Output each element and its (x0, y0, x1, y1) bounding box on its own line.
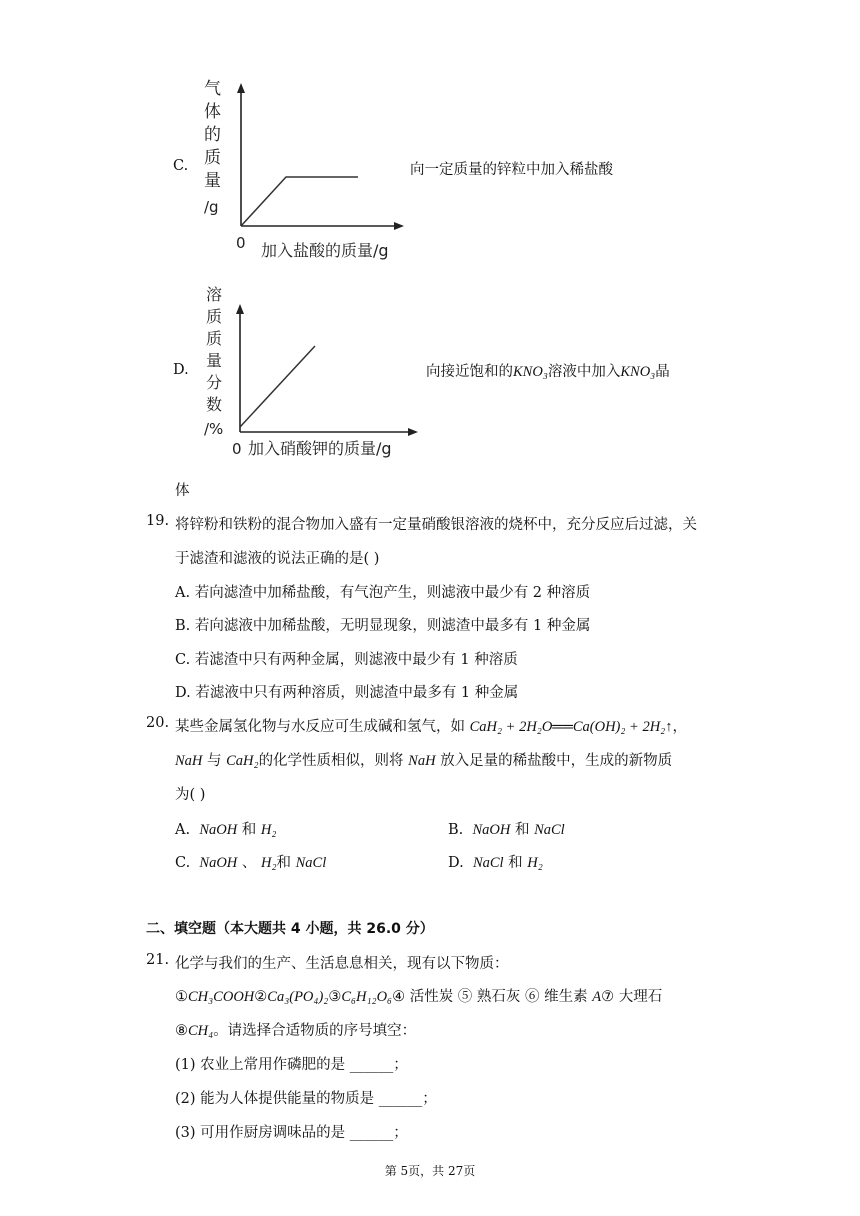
option-text: 若向滤渣中加稀盐酸，有气泡产生，则滤液中最少有 2 种溶质 (194, 585, 591, 601)
option-d-y-char: 质 (206, 329, 223, 348)
q21-substance-text: ④ 活性炭 ⑤ 熟石灰 ⑥ 维生素 (392, 989, 588, 1005)
option-letter: C. (175, 652, 191, 668)
option-d-letter: D. (173, 362, 189, 378)
q19-option-b[interactable] (175, 614, 590, 635)
q20-stem-line3: 为( ) (175, 787, 206, 803)
option-c-x-arrow (394, 222, 404, 230)
option-d-y-arrow (236, 304, 244, 314)
option-c-y-char: 量 (204, 171, 221, 191)
option-c-description: 向一定质量的锌粒中加入稀盐酸 (410, 162, 613, 178)
q19-stem-line2: 于滤渣和滤液的说法正确的是( ) (175, 551, 380, 567)
q21-marker: ① (175, 989, 188, 1005)
q21-sub-1[interactable]: (1) 农业上常用作磷肥的是 ______； (175, 1057, 408, 1073)
option-c-y-char: 体 (204, 102, 221, 122)
option-formula: NaCl (534, 822, 565, 838)
option-formula: H₂ (261, 855, 277, 871)
option-formula: H₂ (260, 822, 277, 838)
q19-option-c[interactable] (175, 648, 518, 669)
q20-option-c[interactable] (175, 851, 326, 872)
q20-stem-text: 放入足量的稀盐酸中，生成的新物质 (440, 753, 673, 769)
option-c-letter: C. (173, 158, 189, 174)
option-joiner: 和 (514, 822, 530, 838)
option-d-desc-prefix: 向接近饱和的 (426, 364, 513, 380)
option-letter: D. (175, 685, 191, 701)
option-d-x-arrow (408, 428, 418, 436)
q20-option-a[interactable] (175, 818, 276, 839)
q20-formula-cah2: CaH₂ (226, 753, 259, 769)
q21-formula: CH₃COOH (188, 989, 255, 1005)
option-c-y-axis-label (204, 79, 221, 216)
option-text: 若向滤液中加稀盐酸，无明显现象，则滤渣中最多有 1 种金属 (194, 618, 591, 634)
option-joiner: 、 (241, 855, 257, 871)
option-text: 若滤液中只有两种溶质，则滤渣中最多有 1 种金属 (195, 685, 519, 701)
section-heading: 二、填空题（本大题共 4 小题，共 26.0 分） (146, 921, 434, 937)
q21-substance-list-cont (175, 1019, 416, 1040)
option-joiner: 和 (276, 855, 292, 871)
option-letter: D. (448, 855, 464, 871)
q20-stem-text: 与 (207, 753, 222, 769)
option-c-y-arrow (237, 83, 245, 93)
option-c-y-char: 气 (204, 79, 221, 99)
q21-instruction: 。请选择合适物质的序号填空： (213, 1023, 417, 1039)
option-d-y-char: 分 (206, 373, 223, 392)
q21-substance-text: ⑦ 大理石 (601, 989, 663, 1005)
q21-formula: C₆H₁₂O₆ (341, 989, 393, 1005)
option-c-origin: 0 (236, 234, 246, 252)
option-text: 若滤渣中只有两种金属，则滤液中最少有 1 种溶质 (194, 652, 518, 668)
q20-stem-text: 某些金属氢化物与水反应可生成碱和氢气，如 (175, 719, 465, 735)
option-d-y-char: 质 (206, 307, 223, 326)
q20-formula-nah: NaH (175, 753, 203, 769)
option-c-y-char: /g (204, 198, 219, 216)
option-letter: B. (175, 618, 191, 634)
option-d-desc-wrap: 体 (175, 483, 190, 499)
q20-equation: CaH₂ + 2H₂O══Ca(OH)₂ + 2H₂↑ (469, 719, 673, 735)
option-d-curve (240, 346, 315, 427)
q20-stem-line1 (175, 715, 687, 736)
q21-sub-3[interactable]: (3) 可用作厨房调味品的是 ______； (175, 1125, 408, 1141)
q20-option-b[interactable] (448, 818, 565, 839)
q21-stem-line1: 化学与我们的生产、生活息息相关，现有以下物质： (175, 956, 509, 972)
q19-stem-line1: 将锌粉和铁粉的混合物加入盛有一定量硝酸银溶液的烧杯中，充分反应后过滤，关 (175, 517, 697, 533)
option-c-y-char: 质 (204, 148, 221, 168)
q21-marker: ⑧ (175, 1023, 188, 1039)
q21-formula: CH₄ (188, 1023, 214, 1039)
q20-stem-text: 的化学性质相似，则将 (258, 753, 404, 769)
option-d-formula-b: KNO₃ (620, 364, 656, 380)
option-joiner: 和 (241, 822, 257, 838)
option-d-origin: 0 (232, 440, 242, 458)
option-d-description (426, 360, 670, 381)
option-d-y-char: 数 (206, 395, 223, 414)
option-letter: C. (175, 855, 191, 871)
q21-formula: A (592, 989, 602, 1005)
q21-substance-list (175, 985, 662, 1006)
option-formula: H₂ (527, 855, 543, 871)
option-d-graph (198, 282, 426, 466)
option-d-x-axis-label: 加入硝酸钾的质量/g (248, 439, 392, 458)
option-c-graph (198, 74, 413, 266)
q21-marker: ② (254, 989, 268, 1005)
option-d-formula-a: KNO₃ (513, 364, 548, 380)
option-letter: A. (175, 822, 191, 838)
page-footer: 第 5页，共 27页 (384, 1164, 476, 1178)
option-d-y-axis-label (204, 285, 223, 438)
option-d-y-char: /% (204, 420, 224, 438)
option-c-curve (241, 177, 358, 226)
option-formula: NaOH (199, 855, 238, 871)
q20-stem-line2 (175, 749, 672, 770)
q21-number: 21. (146, 952, 170, 968)
q20-number: 20. (146, 715, 170, 731)
option-d-desc-middle: 溶液中加入 (547, 364, 621, 380)
q19-number: 19. (146, 513, 170, 529)
option-d-y-char: 量 (206, 351, 223, 370)
option-c-y-char: 的 (204, 125, 221, 145)
q21-sub-2[interactable]: (2) 能为人体提供能量的物质是 ______； (175, 1091, 437, 1107)
q19-option-a[interactable] (175, 581, 590, 602)
q20-formula-nah: NaH (408, 753, 436, 769)
q20-option-d[interactable] (448, 851, 543, 872)
option-formula: NaCl (295, 855, 327, 871)
option-d-y-char: 溶 (206, 285, 223, 304)
option-formula: NaOH (472, 822, 511, 838)
option-c-x-axis-label: 加入盐酸的质量/g (261, 241, 389, 260)
q21-formula: Ca₃(PO₄)₂ (267, 989, 329, 1005)
option-formula: NaCl (472, 855, 504, 871)
q19-option-d[interactable] (175, 681, 518, 702)
option-letter: A. (175, 585, 191, 601)
q20-stem-end: ， (672, 719, 687, 735)
option-formula: NaOH (199, 822, 238, 838)
option-d-desc-suffix: 晶 (655, 364, 670, 380)
option-joiner: 和 (508, 855, 523, 871)
option-letter: B. (448, 822, 464, 838)
q21-marker: ③ (328, 989, 342, 1005)
